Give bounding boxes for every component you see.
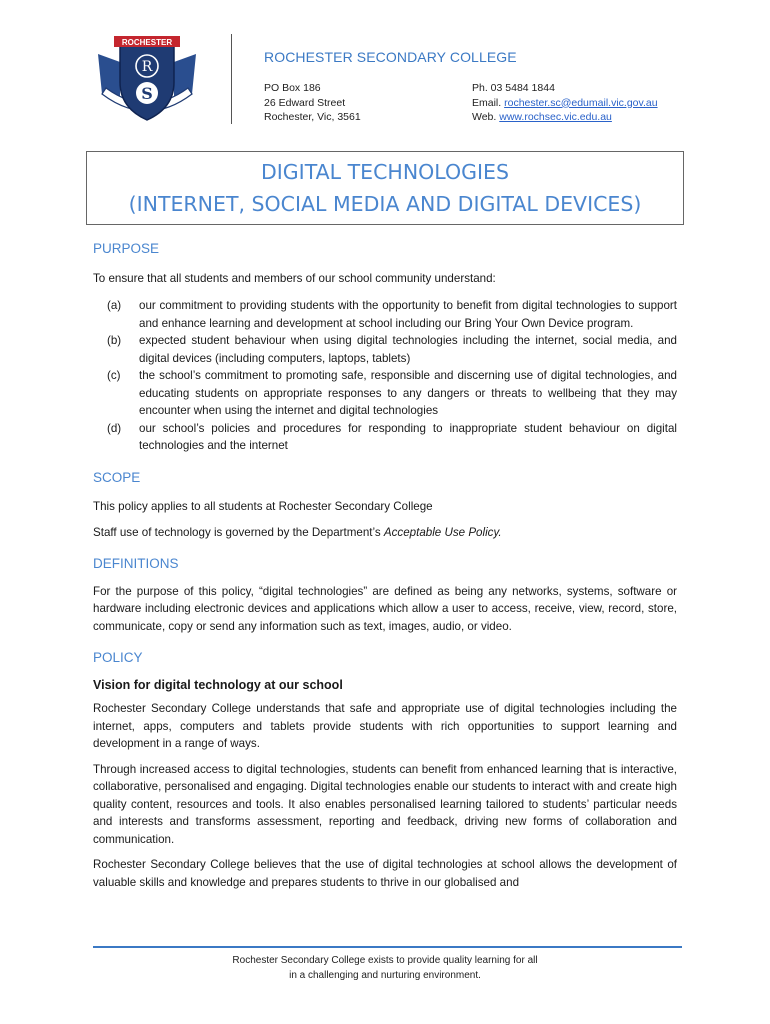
address-line: Rochester, Vic, 3561 — [264, 111, 361, 123]
definitions-heading: DEFINITIONS — [93, 556, 179, 571]
letterhead — [0, 0, 770, 140]
list-item — [93, 297, 677, 332]
list-item — [93, 367, 677, 420]
policy-paragraph: Rochester Secondary College believes that the use of digital technologies at school allows the development of valuable skills and knowledge and prepares students to thrive in our globalised and — [93, 858, 677, 889]
email-link[interactable]: rochester.sc@edumail.vic.gov.au — [504, 96, 658, 109]
svg-text:ROCHESTER: ROCHESTER — [121, 38, 173, 47]
footer-rule — [93, 946, 682, 948]
list-item-label: (b) — [107, 334, 122, 347]
list-item-label: (d) — [107, 421, 122, 435]
policy-paragraph: Through increased access to digital technologies, students can benefit from enhanced learning that is interactive, collaborative, personalised and engaging. Digital technologies enable our students to interact with and create high quality content, resources and tools. It also enables personalised learning tailored to students’ particular needs and interests and transforms assessment, reporting and feedback, driving new forms of collaboration and communication. — [93, 762, 677, 846]
web-row — [472, 110, 658, 125]
list-item — [93, 420, 677, 455]
svg-text:R: R — [141, 59, 153, 75]
purpose-list — [93, 297, 677, 455]
list-item-label: (a) — [107, 299, 122, 312]
address-line: 26 Edward Street — [264, 96, 346, 109]
list-item — [93, 332, 677, 367]
footer-line1: Rochester Secondary College exists to provide quality learning for all — [232, 955, 538, 966]
purpose-heading: PURPOSE — [93, 241, 160, 256]
header-divider — [231, 34, 232, 124]
policy-title-line1: DIGITAL TECHNOLOGIES — [260, 160, 510, 184]
footer-motto — [0, 954, 770, 983]
postal-address — [264, 81, 361, 125]
email-label: Email. — [472, 96, 502, 109]
vision-subheading: Vision for digital technology at our school — [93, 677, 343, 692]
phone-number: Ph. 03 5484 1844 — [472, 82, 555, 94]
policy-title-line2: (INTERNET, SOCIAL MEDIA AND DIGITAL DEVICES) — [128, 192, 642, 216]
policy-body — [93, 240, 677, 891]
footer-line2: in a challenging and nurturing environment. — [289, 969, 481, 981]
contact-details — [472, 81, 658, 125]
policy-heading: POLICY — [93, 650, 143, 665]
email-row — [472, 96, 658, 111]
list-item-label: (c) — [107, 369, 121, 382]
scope-staff-paragraph — [93, 524, 677, 542]
svg-text:S: S — [141, 84, 153, 103]
school-name: ROCHESTER SECONDARY COLLEGE — [264, 49, 517, 65]
scope-heading: SCOPE — [93, 469, 141, 485]
policy-title-box — [86, 151, 684, 225]
acceptable-use-policy-title: Acceptable Use Policy. — [383, 525, 502, 539]
scope-staff-text: Staff use of technology is governed by the Department’s — [93, 525, 384, 539]
school-crest-logo — [92, 32, 202, 124]
list-item-text: our commitment to providing students with the opportunity to benefit from digital technologies to support and enhance learning and development at school including our Bring Your Own Device program. — [139, 299, 677, 330]
scope-paragraph: This policy applies to all students at Rochester Secondary College — [93, 500, 433, 513]
policy-paragraph: Rochester Secondary College understands that safe and appropriate use of digital technologies including the internet, apps, computers and tablets provide students with rich opportunities to support learning and development in a range of ways. — [93, 702, 677, 750]
address-line: PO Box 186 — [264, 82, 321, 94]
purpose-intro: To ensure that all students and members of our school community understand: — [93, 271, 496, 285]
list-item-text: expected student behaviour when using digital technologies including the internet, social media, and digital devices (including computers, laptops, tablets) — [139, 334, 677, 365]
definitions-paragraph: For the purpose of this policy, “digital technologies” are defined as being any networks, systems, software or hardware including electronic devices and applications which allow a user to access, receive, view, record, store, communicate, copy or send any information such as text, images, audio, or video. — [93, 584, 677, 633]
web-label: Web. — [472, 111, 497, 123]
website-link[interactable]: www.rochsec.vic.edu.au — [499, 111, 612, 123]
list-item-text: our school’s policies and procedures for responding to inappropriate student behaviour on digital technologies and the internet — [139, 421, 677, 452]
list-item-text: the school’s commitment to promoting safe, responsible and discerning use of digital technologies, and educating students on appropriate responses to any dangers or threats to wellbeing that they may encounter when using the internet and digital technologies — [139, 369, 677, 417]
